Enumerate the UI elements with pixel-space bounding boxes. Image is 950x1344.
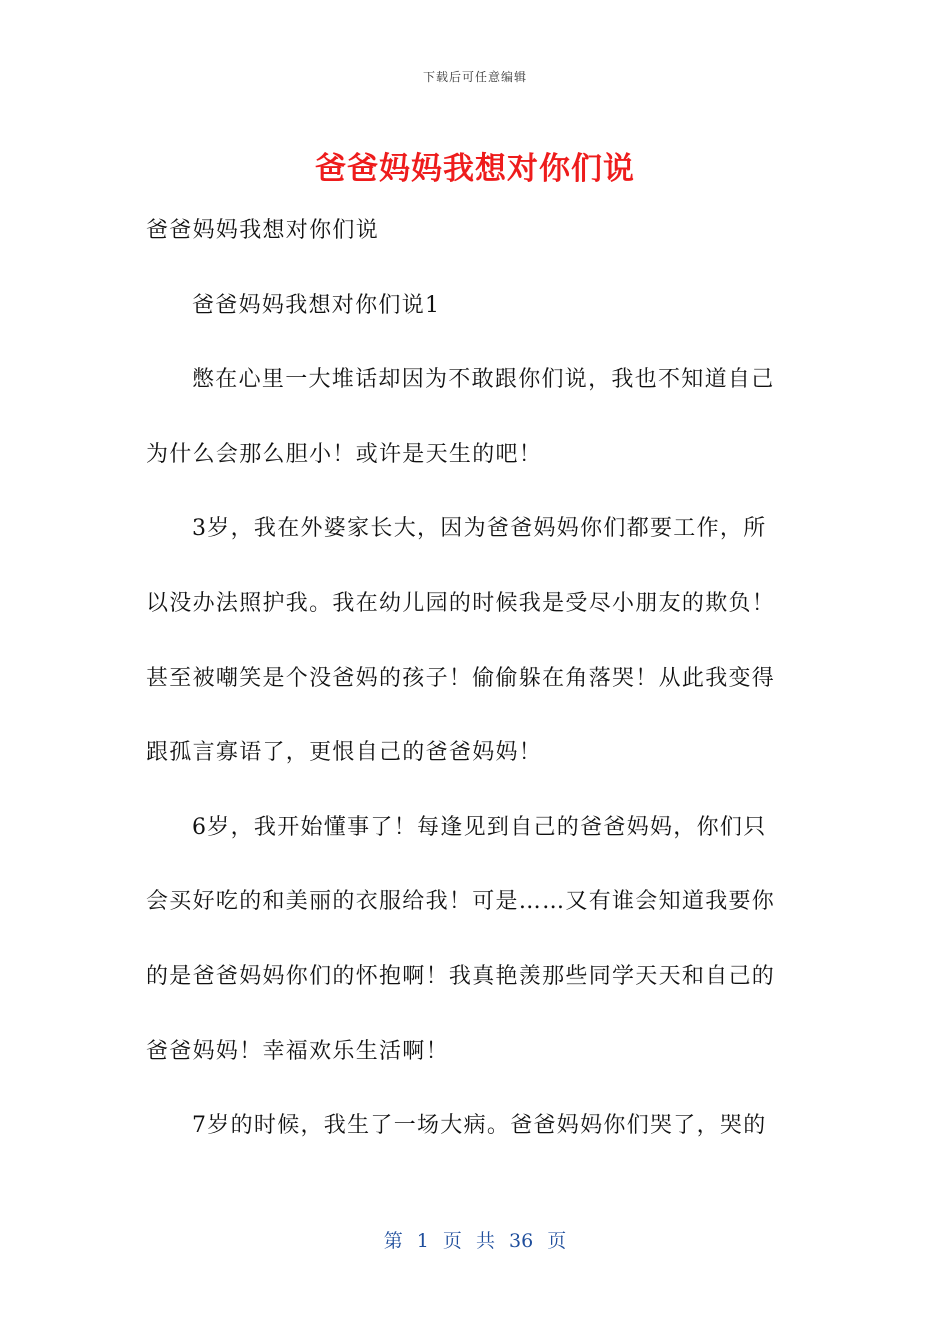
text-line: 7岁的时候，我生了一场大病。爸爸妈妈你们哭了，哭的 <box>192 1113 767 1139</box>
text-line: 爸爸妈妈我想对你们说 <box>146 218 380 243</box>
document-title: 爸爸妈妈我想对你们说 <box>315 151 635 187</box>
header-note: 下载后可任意编辑 <box>422 70 527 84</box>
text-line: 甚至被嘲笑是个没爸妈的孩子！偷偷躲在角落哭！从此我变得 <box>146 665 776 691</box>
text-line: 会买好吃的和美丽的衣服给我！可是……又有谁会知道我要你 <box>146 889 776 915</box>
text-line: 的是爸爸妈妈你们的怀抱啊！我真艳羡那些同学天天和自己的 <box>146 963 776 989</box>
page-number: 第 1 页 共 36 页 <box>383 1230 567 1252</box>
document-body <box>146 194 806 1164</box>
text-line: 爸爸妈妈我想对你们说1 <box>192 292 441 318</box>
text-line: 跟孤言寡语了，更恨自己的爸爸妈妈！ <box>146 740 543 766</box>
text-line: 憋在心里一大堆话却因为不敢跟你们说，我也不知道自己 <box>192 367 775 393</box>
text-line: 3岁，我在外婆家长大，因为爸爸妈妈你们都要工作，所 <box>192 516 767 542</box>
text-line: 为什么会那么胆小！或许是天生的吧！ <box>146 441 543 467</box>
text-line: 爸爸妈妈！幸福欢乐生活啊！ <box>146 1038 449 1064</box>
text-line: 6岁，我开始懂事了！每逢见到自己的爸爸妈妈，你们只 <box>192 814 767 840</box>
text-line: 以没办法照护我。我在幼儿园的时候我是受尽小朋友的欺负！ <box>146 590 776 616</box>
